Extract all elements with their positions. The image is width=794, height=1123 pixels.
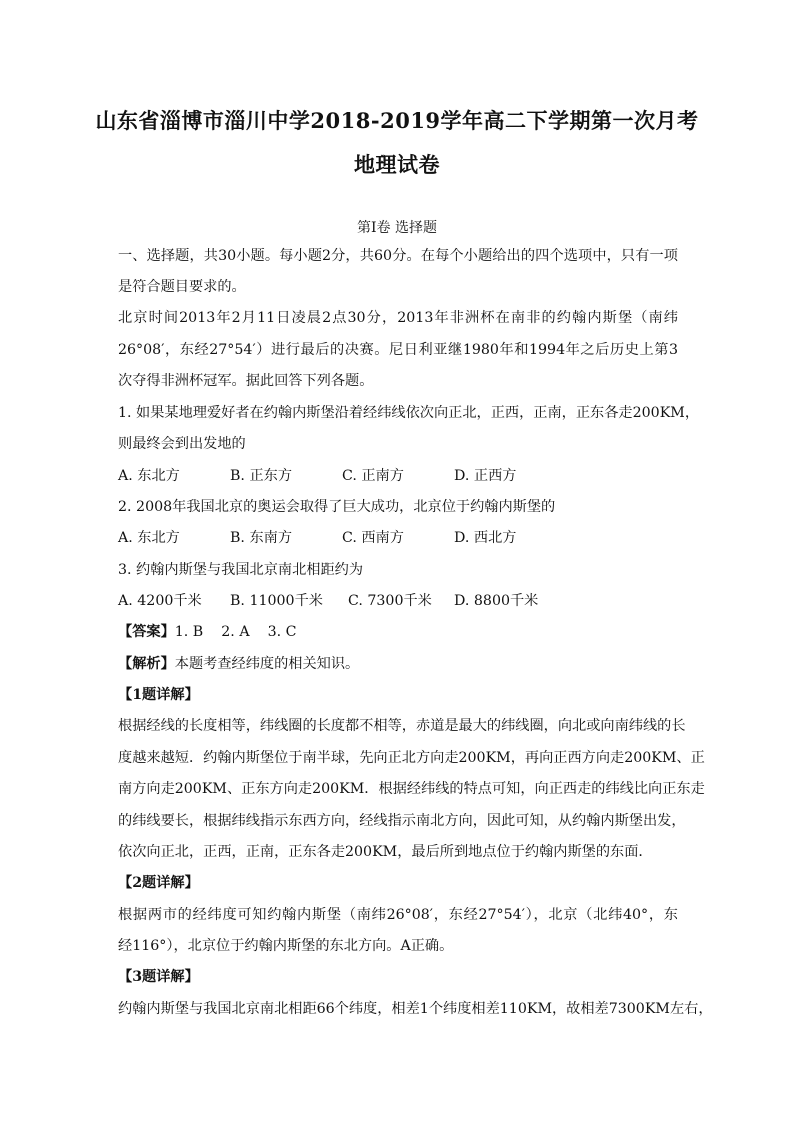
detail-line: 的纬线要长，根据纬线指示东西方向，经线指示南北方向，因此可知，从约翰内斯堡出发， — [118, 813, 686, 829]
detail-heading: 【3题详解】 — [118, 969, 199, 985]
option-a: A. 东北方 — [118, 530, 180, 546]
passage-line: 26°08′，东经27°54′）进行最后的决赛。尼日利亚继1980年和1994年之后历史上第3 — [118, 342, 678, 358]
answer-label: 【答案】 — [118, 624, 175, 640]
detail-line: 根据经线的长度相等，纬线圈的长度都不相等，赤道是最大的纬线圈，向北或向南纬线的长 — [118, 718, 686, 734]
option-d: D. 8800千米 — [454, 593, 539, 609]
option-b: B. 东南方 — [230, 530, 293, 546]
option-b: B. 正东方 — [230, 468, 293, 484]
option-d: D. 正西方 — [454, 468, 517, 484]
analysis-line — [118, 654, 678, 674]
answer-line — [118, 622, 678, 642]
section-title: 第I卷 选择题 — [357, 220, 437, 236]
analysis-text: 本题考查经纬度的相关知识。 — [174, 656, 360, 672]
option-c: C. 7300千米 — [348, 593, 432, 609]
passage-line: 北京时间2013年2月11日凌晨2点30分，2013年非洲杯在南非的约翰内斯堡（南纬 — [118, 310, 678, 326]
question-stem: 3. 约翰内斯堡与我国北京南北相距约为 — [118, 562, 364, 578]
detail-heading: 【2题详解】 — [118, 875, 199, 891]
option-a: A. 4200千米 — [118, 593, 202, 609]
option-d: D. 西北方 — [454, 530, 517, 546]
answer-text: 1. B 2. A 3. C — [174, 624, 297, 640]
detail-line: 南方向走200KM、正东方向走200KM．根据经纬线的特点可知，向正西走的纬线比向正东走 — [118, 781, 705, 797]
question-stem: 1. 如果某地理爱好者在约翰内斯堡沿着经纬线依次向正北，正西，正南，正东各走200KM， — [118, 405, 700, 421]
detail-line: 度越来越短．约翰内斯堡位于南半球，先向正北方向走200KM，再向正西方向走200KM、正 — [118, 750, 705, 766]
option-a: A. 东北方 — [118, 468, 180, 484]
exam-title: 山东省淄博市淄川中学2018-2019学年高二下学期第一次月考 — [95, 108, 699, 133]
detail-line: 约翰内斯堡与我国北京南北相距66个纬度，相差1个纬度相差110KM，故相差7300KM左右， — [118, 1001, 713, 1017]
question-stem: 则最终会到出发地的 — [118, 436, 246, 452]
question-stem: 2. 2008年我国北京的奥运会取得了巨大成功，北京位于约翰内斯堡的 — [118, 499, 556, 515]
option-c: C. 正南方 — [342, 468, 404, 484]
detail-line: 经116°），北京位于约翰内斯堡的东北方向。A正确。 — [118, 938, 454, 954]
instruction-line: 是符合题目要求的。 — [118, 279, 246, 295]
detail-heading: 【1题详解】 — [118, 687, 199, 703]
detail-line: 依次向正北，正西，正南，正东各走200KM，最后所到地点位于约翰内斯堡的东面． — [118, 844, 653, 860]
option-b: B. 11000千米 — [230, 593, 323, 609]
passage-line: 次夺得非洲杯冠军。据此回答下列各题。 — [118, 373, 374, 389]
exam-subtitle: 地理试卷 — [354, 152, 440, 177]
detail-line: 根据两市的经纬度可知约翰内斯堡（南纬26°08′，东经27°54′），北京（北纬40°，东 — [118, 907, 678, 923]
instruction-line: 一、选择题，共30小题。每小题2分，共60分。在每个小题给出的四个选项中，只有一项 — [118, 248, 678, 264]
analysis-label: 【解析】 — [118, 656, 175, 672]
option-c: C. 西南方 — [342, 530, 404, 546]
